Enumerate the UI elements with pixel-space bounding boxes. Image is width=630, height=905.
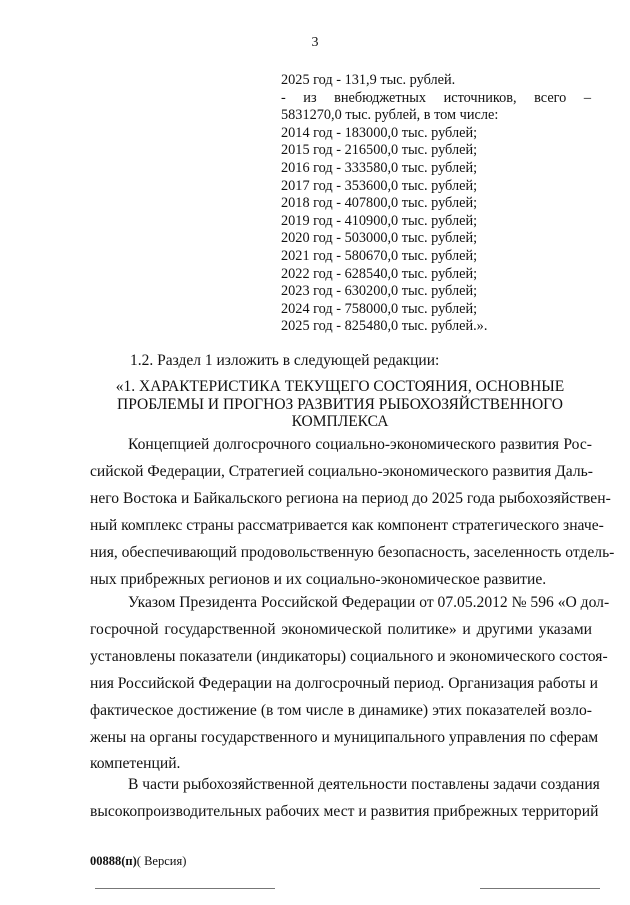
paragraph-line: госрочной государственной экономической политике» и другими указами bbox=[90, 620, 592, 638]
paragraph-line: ный комплекс страны рассматривается как компонент стратегического значе- bbox=[90, 516, 604, 534]
paragraph-line: него Востока и Байкальского региона на период до 2025 года рыбохозяйствен- bbox=[90, 489, 611, 507]
funding-extrabudget-line: - из внебюджетных источников, всего – bbox=[281, 89, 591, 106]
funding-extrabudget-total: 5831270,0 тыс. рублей, в том числе: bbox=[281, 107, 499, 124]
funding-year-line: 2022 год - 628540,0 тыс. рублей; bbox=[281, 265, 478, 282]
heading-line: «1. ХАРАКТЕРИСТИКА ТЕКУЩЕГО СОСТОЯНИЯ, ОСНОВНЫЕ bbox=[115, 378, 565, 395]
funding-year-line: 2019 год - 410900,0 тыс. рублей; bbox=[281, 212, 478, 229]
paragraph-line: ния, обеспечивающий продовольственную безопасность, заселенность отдель- bbox=[90, 543, 615, 561]
funding-year-line: 2024 год - 758000,0 тыс. рублей; bbox=[281, 300, 478, 317]
paragraph-line: жены на органы государственного и муниципального управления по сферам bbox=[90, 728, 599, 746]
funding-year-line: 2017 год - 353600,0 тыс. рублей; bbox=[281, 177, 478, 194]
section-heading bbox=[90, 378, 590, 431]
section-intro: 1.2. Раздел 1 изложить в следующей редакции: bbox=[130, 352, 440, 369]
paragraph-line: ния Российской Федерации на долгосрочный период. Организация работы и bbox=[90, 674, 598, 692]
page-number: 3 bbox=[311, 35, 319, 50]
funding-year-line: 2014 год - 183000,0 тыс. рублей; bbox=[281, 124, 478, 141]
paragraph-line: высокопроизводительных рабочих мест и развития прибрежных территорий bbox=[90, 802, 599, 820]
scan-artifact-line bbox=[95, 888, 275, 889]
paragraph-line: сийской Федерации, Стратегией социально-экономического развития Даль- bbox=[90, 462, 593, 480]
document-code: 00888(п) bbox=[90, 854, 137, 868]
paragraph-concept bbox=[90, 432, 615, 593]
paragraph-decree bbox=[90, 590, 610, 778]
funding-year-line: 2016 год - 333580,0 тыс. рублей; bbox=[281, 159, 478, 176]
funding-year-line: 2015 год - 216500,0 тыс. рублей; bbox=[281, 142, 478, 159]
funding-year-line: 2023 год - 630200,0 тыс. рублей; bbox=[281, 283, 478, 300]
paragraph-fishery bbox=[90, 772, 600, 826]
document-version: ( Версия) bbox=[136, 854, 187, 868]
funding-year-line: 2018 год - 407800,0 тыс. рублей; bbox=[281, 195, 478, 212]
heading-line: ПРОБЛЕМЫ И ПРОГНОЗ РАЗВИТИЯ РЫБОХОЗЯЙСТВЕННОГО bbox=[117, 395, 563, 413]
paragraph-line: фактическое достижение (в том числе в динамике) этих показателей возло- bbox=[90, 701, 592, 719]
document-footer bbox=[90, 854, 186, 869]
funding-year-line: 2025 год - 825480,0 тыс. рублей.». bbox=[281, 318, 488, 335]
paragraph-line: Концепцией долгосрочного социально-экономического развития Рос- bbox=[128, 436, 592, 453]
paragraph-line: ных прибрежных регионов и их социально-экономическое развитие. bbox=[90, 570, 547, 588]
paragraph-line: установлены показатели (индикаторы) социального и экономического состоя- bbox=[90, 647, 608, 665]
funding-line-2025-state: 2025 год - 131,9 тыс. рублей. bbox=[281, 72, 456, 88]
funding-year-line: 2020 год - 503000,0 тыс. рублей; bbox=[281, 230, 478, 247]
funding-year-line: 2021 год - 580670,0 тыс. рублей; bbox=[281, 247, 478, 264]
scan-artifact-line bbox=[480, 888, 600, 889]
paragraph-line: В части рыбохозяйственной деятельности поставлены задачи создания bbox=[128, 776, 600, 793]
funding-block bbox=[281, 72, 591, 336]
heading-line: КОМПЛЕКСА bbox=[291, 413, 389, 430]
paragraph-line: компетенций. bbox=[90, 755, 181, 773]
paragraph-line: Указом Президента Российской Федерации от 07.05.2012 № 596 «О дол- bbox=[128, 594, 610, 611]
